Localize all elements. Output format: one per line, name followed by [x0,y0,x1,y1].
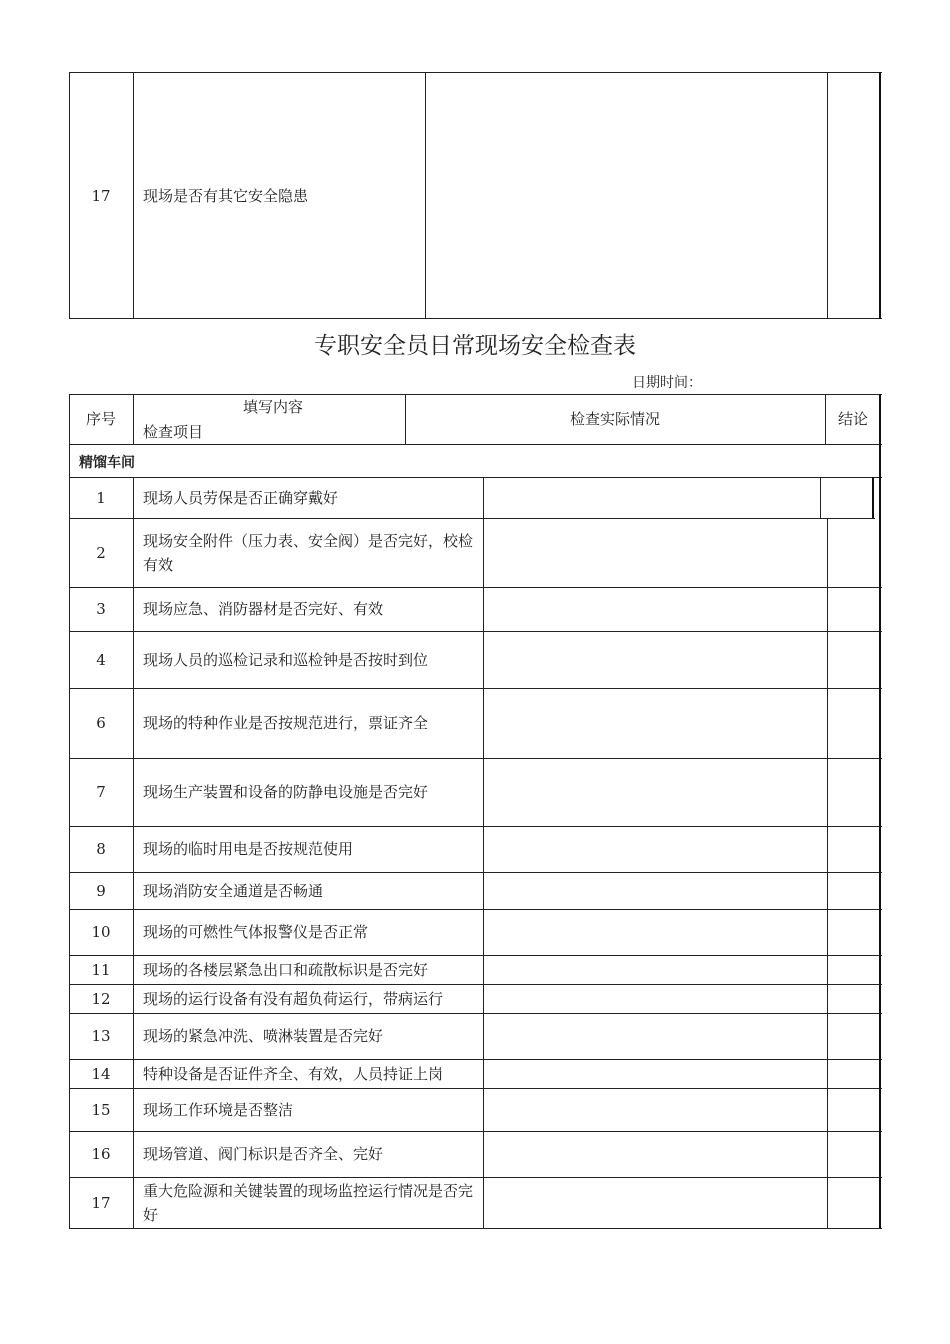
row-check-item: 现场的临时用电是否按规范使用 [143,840,354,858]
page-title: 专职安全员日常现场安全检查表 [314,333,636,359]
row-number: 17 [91,1193,111,1212]
row-number: 9 [96,881,106,900]
header-fill-content: 填写内容 [242,398,303,416]
row-check-item: 特种设备是否证件齐全、有效，人员持证上岗 [143,1064,444,1083]
header-actual: 检查实际情况 [569,410,660,428]
row-check-item: 现场人员的巡检记录和巡检钟是否按时到位 [143,650,429,669]
row-check-item: 现场工作环境是否整洁 [143,1100,294,1119]
row-number: 12 [91,989,111,1008]
row-check-item: 现场的可燃性气体报警仪是否正常 [143,923,369,941]
row-number: 15 [91,1100,111,1119]
row-check-item: 现场管道、阀门标识是否齐全、完好 [143,1145,384,1163]
top-row-number: 17 [91,187,111,205]
row-number: 16 [91,1145,111,1163]
row-check-item: 现场应急、消防器材是否完好、有效 [143,600,384,618]
row-number: 2 [96,543,106,562]
row-check-item: 现场的紧急冲洗、喷淋装置是否完好 [143,1027,384,1045]
row-number: 14 [91,1064,111,1083]
row-check-item: 现场生产装置和设备的防静电设施是否完好 [143,783,429,801]
header-conclusion: 结论 [837,410,868,428]
row-number: 4 [96,650,106,669]
row-number: 11 [91,960,111,979]
row-check-item: 现场的各楼层紧急出口和疏散标识是否完好 [143,960,429,979]
header-check-item: 检查项目 [143,423,204,441]
row-check-item: 重大危险源和关键装置的现场监控运行情况是否完好 [143,1181,474,1224]
row-check-item: 现场安全附件（压力表、安全阀）是否完好，校检有效 [143,531,474,574]
row-check-item: 现场人员劳保是否正确穿戴好 [143,488,339,507]
row-number: 8 [96,840,106,858]
row-number: 6 [96,714,106,732]
row-check-item: 现场的运行设备有没有超负荷运行，带病运行 [143,989,444,1008]
section-label: 精馏车间 [79,455,135,471]
row-check-item: 现场消防安全通道是否畅通 [143,881,324,900]
header-seq: 序号 [85,410,116,428]
row-number: 1 [96,488,106,507]
row-number: 13 [91,1027,111,1045]
row-number: 7 [96,783,106,801]
row-number: 10 [91,923,111,941]
row-number: 3 [96,600,106,618]
date-label: 日期时间： [632,375,702,391]
top-row-item: 现场是否有其它安全隐患 [143,187,309,205]
row-check-item: 现场的特种作业是否按规范进行，票证齐全 [143,714,429,732]
